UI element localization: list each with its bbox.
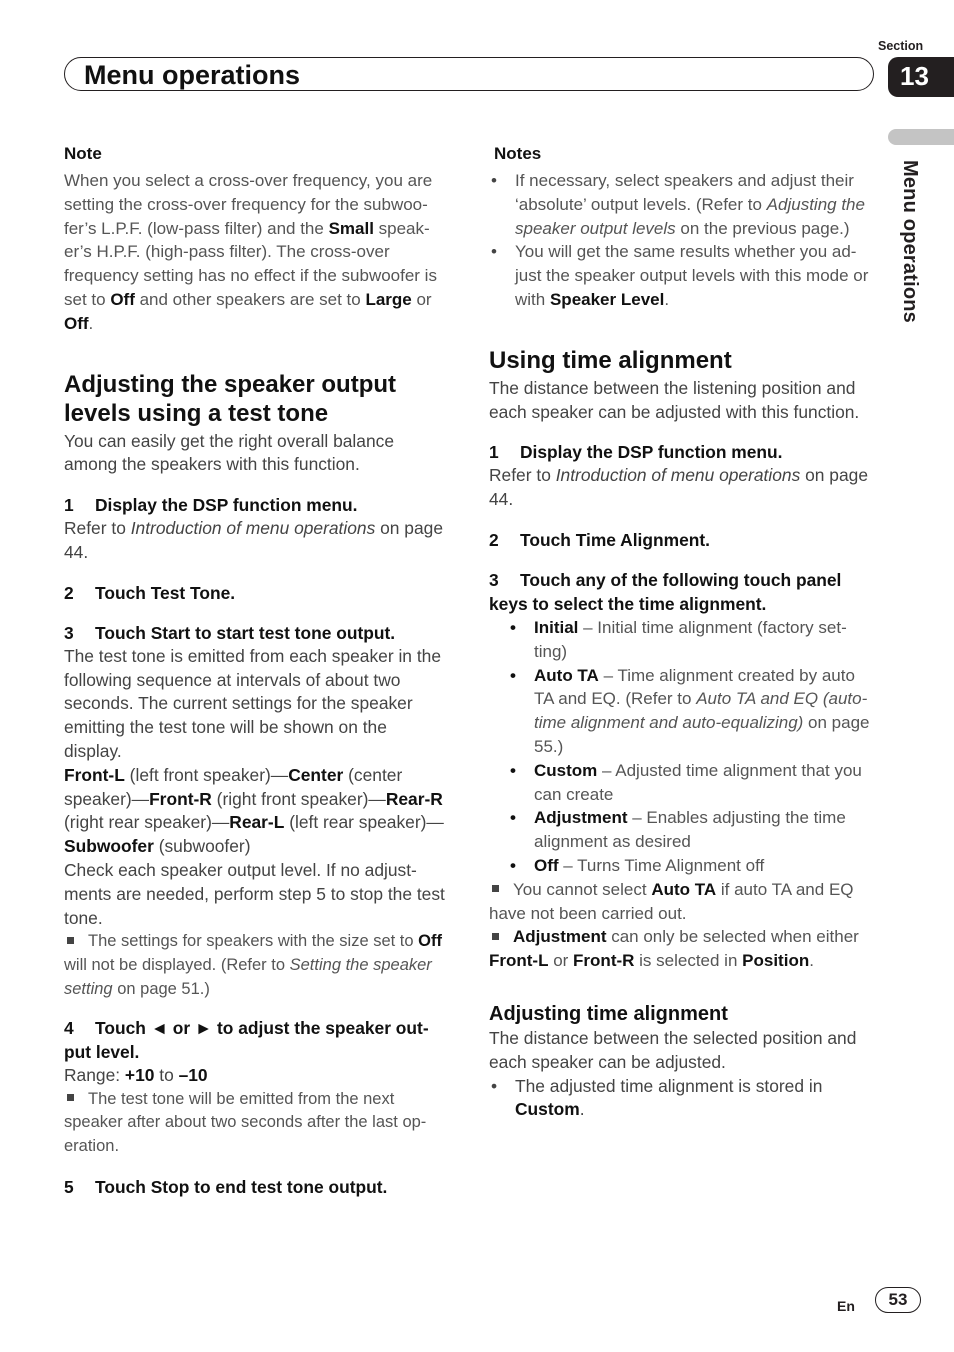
note-item: • If necessary, select speakers and adjust their ‘absolute’ output levels. (Refer to Adjusting the speaker output levels on the previous page.) [489,169,874,240]
step-3: 3 Touch any of the following touch panel keys to select the time alignment. [489,569,842,614]
page-title: Menu operations [84,60,301,90]
step-3: 3 Touch Start to start test tone output. [64,622,396,643]
section-heading: Adjusting the speaker output levels using a test tone [64,370,397,427]
note-title: Note [64,144,102,163]
step-1-body: Refer to Introduction of menu operations on page 44. [64,518,443,562]
option-list [489,616,874,878]
option-item: • Off – Turns Time Alignment off [508,854,874,878]
subsection-intro: The distance between the selected position and each speaker can be adjusted. [489,1027,857,1072]
side-tab-label: Menu operations [899,160,921,324]
section-intro: You can easily get the right overall balance among the speakers with this function. [64,430,394,475]
square-bullet-icon [492,885,499,892]
section-heading: Using time alignment [489,346,732,374]
section-label: Section [878,39,924,53]
step-1-body: Refer to Introduction of menu operations on page 44. [489,465,868,510]
step-2: 2 Touch Time Alignment. [489,529,711,550]
option-item: • Adjustment – Enables adjusting the time alignment as desired [508,806,874,854]
section-intro: The distance between the listening position and each speaker can be adjusted with this function. [489,377,860,422]
side-tab-marker [888,129,954,145]
square-bullet-icon [492,933,499,940]
square-bullet-icon [67,937,74,944]
step-4: 4 Touch ◄ or ► to adjust the speaker out-put level. [64,1017,429,1062]
note-text: When you select a cross-over frequency, you are setting the cross-over frequency for the subwoo-fer’s L.P.F. (low-pass filter) and the Small speak-er’s H.P.F. (high-pass filter). The cross-over frequency setting has no effect if the subwoofer is set to Off and other speakers are set to Large or Off. [64,171,437,333]
check-text: Check each speaker output level. If no adjust-ments are needed, perform step 5 to stop the test tone. [64,859,445,928]
step-2: 2 Touch Test Tone. [64,582,236,603]
subsection-bullets [489,1075,874,1123]
note-item: • You will get the same results whether you ad-just the speaker output levels with this mode or with Speaker Level. [489,240,874,311]
step-3-body: The test tone is emitted from each speaker in the following sequence at intervals of about two seconds. The current settings for the speaker emitting the test tone will be shown on the display. [64,645,441,761]
square-note-1: You cannot select Auto TA if auto TA and EQ have not been carried out. [489,879,854,923]
subsection-heading: Adjusting time alignment [489,1002,728,1025]
step-1: 1 Display the DSP function menu. [64,495,358,516]
page-number: 53 [875,1287,921,1313]
square-note-2: The test tone will be emitted from the next speaker after about two seconds after the last op-eration. [64,1089,427,1156]
option-item: • Custom – Adjusted time alignment that you can create [508,759,874,807]
range-text: Range: +10 to –10 [64,1064,208,1085]
step-5: 5 Touch Stop to end test tone output. [64,1176,388,1197]
right-column [489,143,874,1122]
notes-list [489,169,874,312]
square-note-1: The settings for speakers with the size set to Off will not be displayed. (Refer to Setting the speaker setting on page 51.) [64,932,442,998]
speaker-sequence: Front-L (left front speaker)—Center (center speaker)—Front-R (right front speaker)—Rear-R (right rear speaker)—Rear-L (left rear speaker)—Subwoofer (subwoofer) [64,764,444,857]
left-column [64,143,449,1199]
section-number: 13 [888,57,954,97]
step-1: 1 Display the DSP function menu. [489,442,783,463]
option-item: • Initial – Initial time alignment (factory set-ting) [508,616,874,664]
square-note-2: Adjustment can only be selected when either Front-L or Front-R is selected in Position. [489,927,859,971]
square-bullet-icon [67,1094,74,1101]
language-label: En [837,1298,855,1314]
bullet-item: • The adjusted time alignment is stored in Custom. [489,1075,874,1123]
option-item: • Auto TA – Time alignment created by auto TA and EQ. (Refer to Auto TA and EQ (auto-time alignment and auto-equalizing) on page 55.) [508,664,874,759]
notes-title: Notes [494,144,542,163]
